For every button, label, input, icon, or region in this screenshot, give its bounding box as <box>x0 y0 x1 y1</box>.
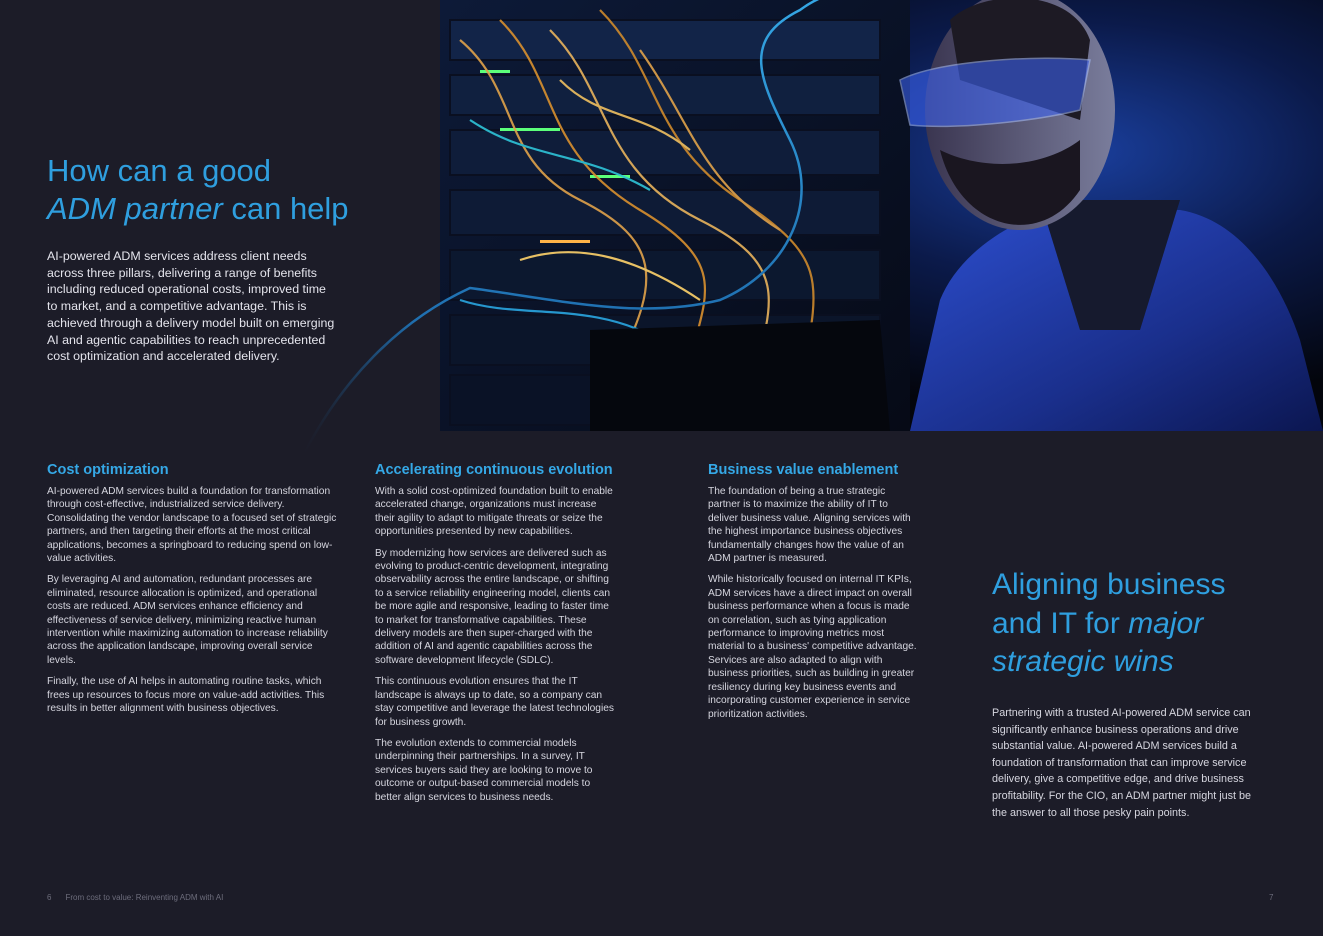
intro-title <box>47 152 387 228</box>
aligning-title-italic1: major <box>1128 606 1204 640</box>
intro-title-italic: ADM partner <box>47 191 223 226</box>
column-cost-optimization <box>47 462 337 724</box>
page-number-right: 7 <box>1269 893 1274 902</box>
column-paragraph: This continuous evolution ensures that the IT landscape is always up to date, so a company can stay competitive and leverage the latest technologies for business growth. <box>375 676 614 728</box>
footer-left <box>47 893 223 902</box>
aligning-title-italic2: strategic wins <box>992 645 1174 678</box>
column-paragraph: With a solid cost-optimized foundation built to enable accelerated change, organizations must increase their agility to adapt to mitigate threats or seize the opportunities presented by new capabilities. <box>375 486 613 538</box>
column-paragraph: By leveraging AI and automation, redundant processes are eliminated, resource allocation is optimized, and operational costs are reduced. ADM services enhance efficiency and effectiveness of service delivery, minimizing reactive human intervention while maximizing automation to increase reliability across the application landscape, improving overall service levels. <box>47 574 328 666</box>
intro-title-rest: can help <box>222 191 349 226</box>
column-paragraph: By modernizing how services are delivered such as evolving to product-centric development, integrating observability across the entire landscape, or shifting to a service reliability engineering model, clients can be more agile and responsive, leading to faster time to market for transformative capabilities. These delivery models are then super-charged with the addition of AI and agentic capabilities across the software development lifecycle (SDLC). <box>375 547 610 666</box>
footer-title: From cost to value: Reinventing ADM with AI <box>65 893 224 902</box>
column-paragraph: AI-powered ADM services build a foundation for transformation through cost-effective, industrialized service delivery. Consolidating the vendor landscape to a focused set of strategic partners, and then targeting their efforts at the most critical applications, becomes a springboard to reducing spend on low-value activities. <box>47 486 337 565</box>
column-heading: Accelerating continuous evolution <box>375 462 613 478</box>
column-heading: Business value enablement <box>708 462 899 478</box>
intro-title-line1: How can a good <box>47 153 272 188</box>
column-business-value <box>708 462 920 729</box>
column-heading: Cost optimization <box>47 462 169 478</box>
column-accelerating-evolution <box>375 462 617 812</box>
column-paragraph: The evolution extends to commercial models underpinning their partnerships. In a survey, IT services buyers said they are looking to move to outcome or output-based commercial models to better align services to business needs. <box>375 737 593 803</box>
aligning-title-line1: Aligning business <box>992 568 1226 601</box>
page-number-left: 6 <box>47 893 52 902</box>
hero-photo-illustration <box>440 0 1323 431</box>
hero-photo-technician-server-rack <box>440 0 1323 431</box>
aligning-title-line2: and IT for <box>992 606 1129 640</box>
aligning-title <box>992 566 1292 682</box>
column-paragraph: The foundation of being a true strategic partner is to maximize the ability of IT to deliver business value. Aligning services with the highest importance business objectives fundamentally changes how the value of an ADM partner is measured. <box>708 486 911 565</box>
column-paragraph: While historically focused on internal IT KPIs, ADM services have a direct impact on overall business performance when a focus is made on correlation, such as tying application performance to improving metrics most material to a business' competitive advantage. Services are also adapted to align with business priorities, such as building in greater resiliency during key business events and incorporating customer experience in service prioritization activities. <box>708 574 917 720</box>
intro-body: AI-powered ADM services address client needs across three pillars, delivering a range of benefits including reduced operational costs, improved time to market, and a competitive advantage. This is achieved through a delivery model built on emerging AI and agentic capabilities to reach unprecedented cost optimization and accelerated delivery. <box>47 249 335 364</box>
column-paragraph: Finally, the use of AI helps in automating routine tasks, which frees up resources to focus more on value-add activities. This results in better alignment with business objectives. <box>47 676 325 715</box>
aligning-body: Partnering with a trusted AI-powered ADM service can significantly enhance business operations and drive substantial value. AI-powered ADM services build a foundation of transformation that can improve service delivery, give a competitive edge, and drive business profitability. For the CIO, an ADM partner might just be the answer to all those pesky pain points. <box>992 707 1252 819</box>
